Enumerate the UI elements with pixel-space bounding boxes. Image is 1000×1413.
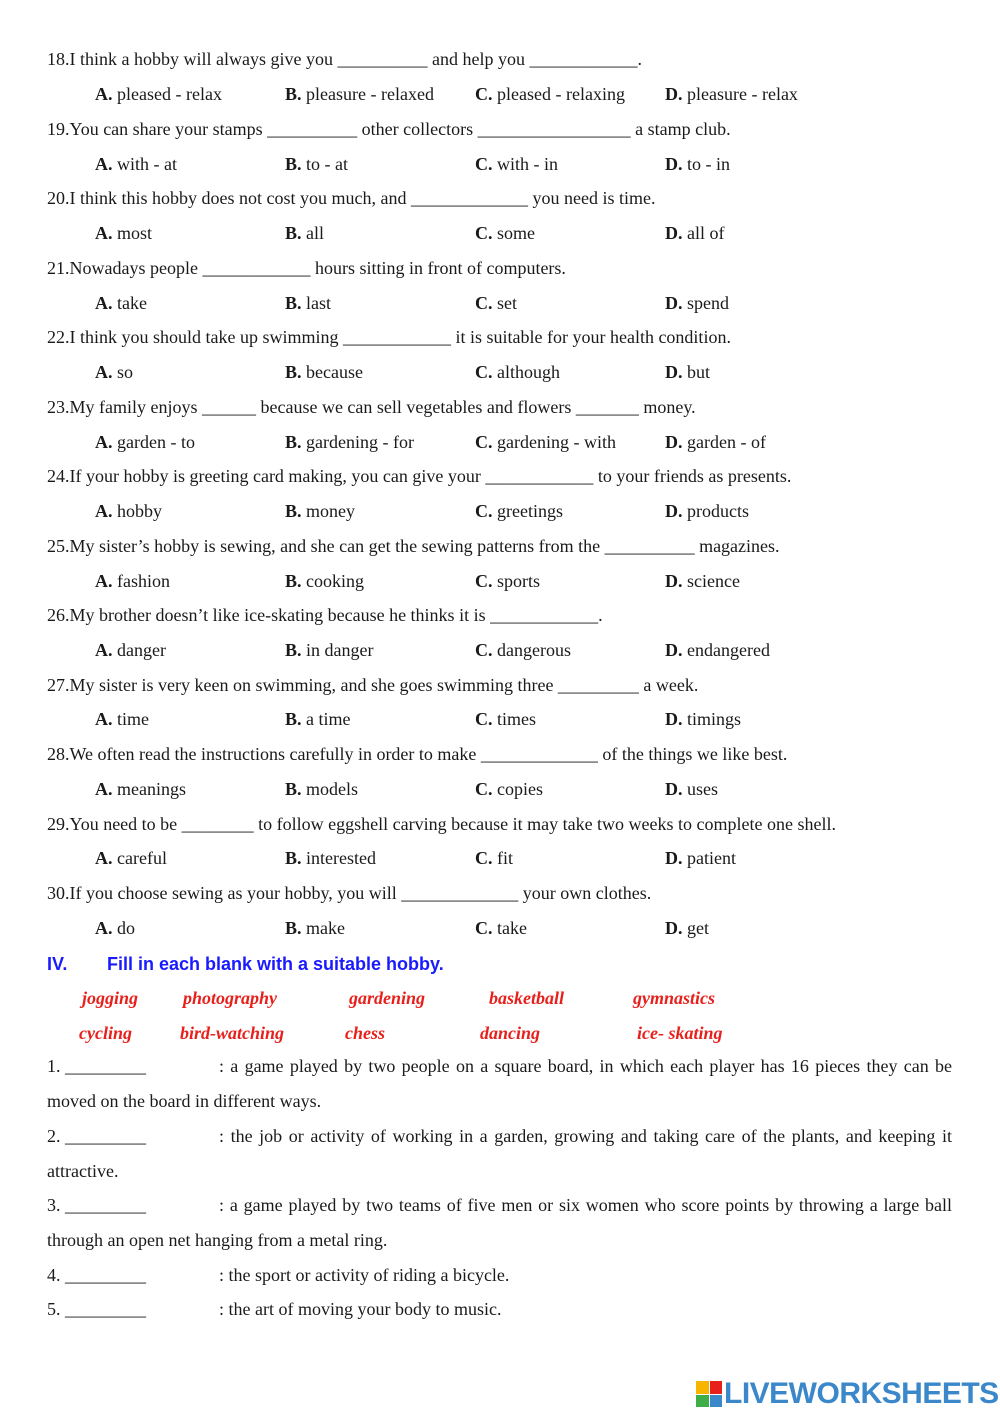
option-a[interactable]: A. meanings — [95, 779, 186, 799]
question-21: 21.Nowadays people ____________ hours sitting in front of computers. — [47, 258, 566, 278]
word-bank-item: bird-watching — [180, 1023, 285, 1043]
definition-2: 2. _________ : the job or activity of working in a garden, growing and taking care of the plants, and keeping it attractive. — [47, 1119, 952, 1189]
option-a[interactable]: A. garden - to — [95, 432, 195, 452]
option-a[interactable]: A. take — [95, 293, 147, 313]
option-a[interactable]: A. danger — [95, 640, 166, 660]
word-bank-item: gymnastics — [633, 988, 716, 1008]
option-d[interactable]: D. uses — [665, 779, 718, 799]
option-d[interactable]: D. timings — [665, 709, 742, 729]
definition-3: 3. _________ : a game played by two teams of five men or six women who score points by throwing a large ball through an open net hanging from a metal ring. — [47, 1188, 952, 1258]
option-c[interactable]: C. set — [475, 293, 517, 313]
options-28 — [95, 778, 895, 800]
option-b[interactable]: B. models — [285, 779, 359, 799]
answer-blank[interactable]: 3. _________ — [47, 1195, 146, 1215]
answer-blank[interactable]: 2. _________ — [47, 1126, 146, 1146]
option-a[interactable]: A. hobby — [95, 501, 162, 521]
option-d[interactable]: D. to - in — [665, 154, 730, 174]
options-18 — [95, 83, 895, 105]
option-d[interactable]: D. pleasure - relax — [665, 84, 798, 104]
option-a[interactable]: A. pleased - relax — [95, 84, 222, 104]
option-a[interactable]: A. time — [95, 709, 149, 729]
option-a[interactable]: A. careful — [95, 848, 167, 868]
liveworksheets-logo — [696, 1377, 999, 1411]
logo-mark-icon — [696, 1381, 722, 1407]
section-number: IV. — [47, 954, 68, 974]
option-c[interactable]: C. greetings — [475, 501, 563, 521]
answer-blank[interactable]: 5. _________ — [47, 1299, 146, 1319]
word-bank-item: cycling — [79, 1023, 132, 1043]
word-bank-item: jogging — [82, 988, 139, 1008]
option-a[interactable]: A. do — [95, 918, 135, 938]
option-c[interactable]: C. times — [475, 709, 536, 729]
options-19 — [95, 153, 895, 175]
option-d[interactable]: D. products — [665, 501, 749, 521]
option-c[interactable]: C. gardening - with — [475, 432, 616, 452]
question-25: 25.My sister’s hobby is sewing, and she can get the sewing patterns from the __________ magazines. — [47, 536, 780, 556]
options-30 — [95, 917, 895, 939]
question-19: 19.You can share your stamps __________ other collectors _________________ a stamp club. — [47, 119, 731, 139]
option-d[interactable]: D. get — [665, 918, 709, 938]
option-b[interactable]: B. cooking — [285, 571, 365, 591]
option-a[interactable]: A. so — [95, 362, 134, 382]
option-d[interactable]: D. all of — [665, 223, 725, 243]
option-c[interactable]: C. take — [475, 918, 527, 938]
option-b[interactable]: B. pleasure - relaxed — [285, 84, 434, 104]
options-25 — [95, 570, 895, 592]
option-b[interactable]: B. last — [285, 293, 332, 313]
option-a[interactable]: A. with - at — [95, 154, 177, 174]
options-22 — [95, 361, 895, 383]
options-29 — [95, 847, 895, 869]
answer-blank[interactable]: 1. _________ — [47, 1056, 146, 1076]
option-d[interactable]: D. endangered — [665, 640, 770, 660]
option-a[interactable]: A. fashion — [95, 571, 170, 591]
option-d[interactable]: D. patient — [665, 848, 736, 868]
options-24 — [95, 500, 895, 522]
options-26 — [95, 639, 895, 661]
question-20: 20.I think this hobby does not cost you much, and _____________ you need is time. — [47, 188, 656, 208]
option-c[interactable]: C. dangerous — [475, 640, 571, 660]
question-27: 27.My sister is very keen on swimming, and she goes swimming three _________ a week. — [47, 675, 699, 695]
options-23 — [95, 431, 895, 453]
option-c[interactable]: C. fit — [475, 848, 513, 868]
definition-5: 5. _________ : the art of moving your body to music. — [47, 1292, 952, 1327]
question-23: 23.My family enjoys ______ because we can sell vegetables and flowers _______ money. — [47, 397, 696, 417]
section-heading — [47, 953, 444, 975]
definition-1: 1. _________ : a game played by two people on a square board, in which each player has 16 pieces they can be moved on the board in different ways. — [47, 1049, 952, 1119]
option-b[interactable]: B. make — [285, 918, 345, 938]
option-c[interactable]: C. copies — [475, 779, 543, 799]
option-b[interactable]: B. gardening - for — [285, 432, 414, 452]
question-29: 29.You need to be ________ to follow eggshell carving because it may take two weeks to complete one shell. — [47, 814, 836, 834]
question-26: 26.My brother doesn’t like ice-skating because he thinks it is ____________. — [47, 605, 603, 625]
word-bank-item: basketball — [489, 988, 564, 1008]
option-d[interactable]: D. spend — [665, 293, 729, 313]
option-c[interactable]: C. some — [475, 223, 535, 243]
word-bank-item: gardening — [349, 988, 426, 1008]
option-c[interactable]: C. sports — [475, 571, 541, 591]
question-28: 28.We often read the instructions carefully in order to make _____________ of the things we like best. — [47, 744, 788, 764]
question-30: 30.If you choose sewing as your hobby, you will _____________ your own clothes. — [47, 883, 652, 903]
options-21 — [95, 292, 895, 314]
answer-blank[interactable]: 4. _________ — [47, 1265, 146, 1285]
option-c[interactable]: C. with - in — [475, 154, 558, 174]
option-b[interactable]: B. all — [285, 223, 325, 243]
question-18: 18.I think a hobby will always give you __________ and help you ____________. — [47, 49, 642, 69]
option-d[interactable]: D. science — [665, 571, 740, 591]
options-20 — [95, 222, 895, 244]
option-c[interactable]: C. although — [475, 362, 560, 382]
question-22: 22.I think you should take up swimming ____________ it is suitable for your health condition. — [47, 327, 731, 347]
question-24: 24.If your hobby is greeting card making, you can give your ____________ to your friends as presents. — [47, 466, 792, 486]
option-c[interactable]: C. pleased - relaxing — [475, 84, 625, 104]
option-d[interactable]: D. garden - of — [665, 432, 766, 452]
logo-text: LIVEWORKSHEETS — [724, 1377, 999, 1410]
options-27 — [95, 708, 895, 730]
option-b[interactable]: B. interested — [285, 848, 376, 868]
definition-4: 4. _________ : the sport or activity of riding a bicycle. — [47, 1258, 952, 1293]
section-title: Fill in each blank with a suitable hobby. — [107, 954, 444, 974]
word-bank-item: chess — [345, 1023, 385, 1043]
option-b[interactable]: B. a time — [285, 709, 351, 729]
option-b[interactable]: B. money — [285, 501, 356, 521]
word-bank-item: ice- skating — [637, 1023, 723, 1043]
word-bank-item: dancing — [480, 1023, 541, 1043]
option-b[interactable]: B. because — [285, 362, 363, 382]
word-bank-item: photography — [183, 988, 278, 1008]
option-b[interactable]: B. in danger — [285, 640, 374, 660]
option-d[interactable]: D. but — [665, 362, 711, 382]
option-b[interactable]: B. to - at — [285, 154, 349, 174]
option-a[interactable]: A. most — [95, 223, 153, 243]
